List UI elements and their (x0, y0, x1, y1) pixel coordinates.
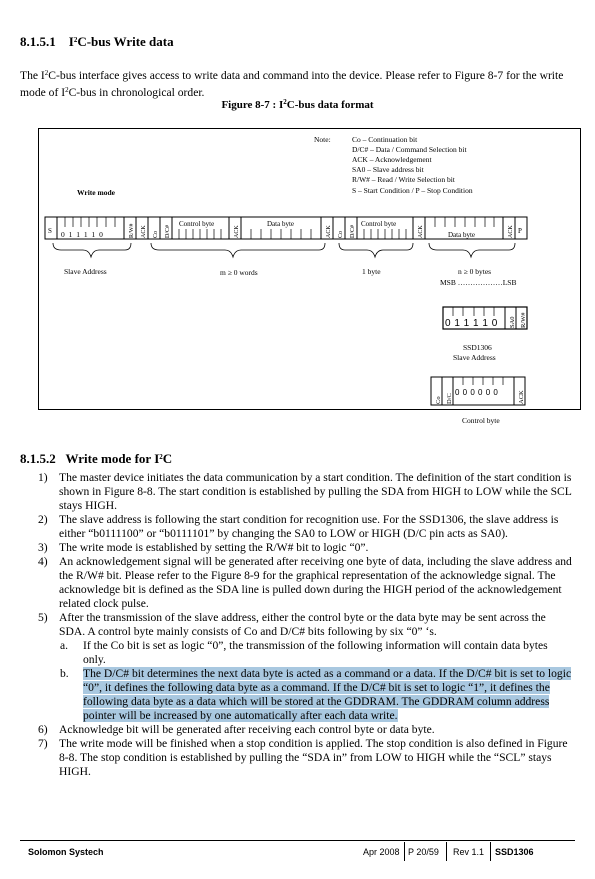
braces (53, 243, 515, 257)
list-item: 6) Acknowledge bit will be generated after receiving each control byte or data byte. (38, 723, 435, 736)
ctrl-ack: ACK (518, 390, 525, 404)
ctrl-dc: D/C (446, 393, 453, 404)
list-item: 4) An acknowledgement signal will be generated after receiving one byte of data, including the slave address and the R/W# bit. Please refer to the Figure 8-9 for the graphical representation of the acknowledge signal. The acknowledge bit is defined as the SDA line is pulled down during the HIGH period of the acknowledgement related clock pulse. (38, 555, 572, 610)
ctrl-co: Co (435, 396, 442, 404)
slave-address-ticks (453, 307, 494, 316)
list-item: 7) The write mode will be finished when a stop condition is applied. The stop condition is also defined in Figure 8-8. The stop condition is established by pulling the “SDA in” from LOW to HIGH while the “SCL” stays HIGH. (38, 737, 568, 778)
frame-s: S (48, 227, 52, 235)
note-line: D/C# – Data / Command Selection bit (352, 145, 467, 154)
note-line: S – Start Condition / P – Stop Condition (352, 186, 473, 195)
frame-data-byte: Data byte (448, 231, 476, 239)
ssd-name: SSD1306 (463, 343, 492, 352)
frame-ack: ACK (326, 225, 332, 238)
footer-rev: Rev 1.1 (453, 847, 485, 857)
ssd-rw: R/W# (520, 312, 527, 328)
msb-lsb-label: MSB ………………LSB (440, 278, 517, 287)
one-byte-label: 1 byte (362, 267, 381, 276)
sub-list-item-highlighted: b. The D/C# bit determines the next data byte is acted as a command or a data. If the D/C# bit is set to logic “0”, it defines the following data byte as a command. If the D/C# bit is set to logic “1”, it defines the following data byte as a data which will be stored at the GDDRAM. The GDDRAM column address pointer will be increased by one automatically after each data write. (60, 667, 572, 722)
frame-control-byte: Control byte (179, 220, 215, 228)
list-item: 3) The write mode is established by setting the R/W# bit to logic “0”. (38, 541, 369, 554)
control-byte-caption: Control byte (462, 416, 500, 425)
frame-dc: D/C# (165, 224, 171, 238)
frame-co: Co (338, 230, 344, 238)
ssd-subtitle: Slave Address (453, 353, 496, 362)
write-mode-label: Write mode (77, 188, 115, 197)
brace-labels (64, 267, 516, 287)
m-words-label: m ≥ 0 words (220, 268, 258, 277)
frame-co: Co (153, 230, 159, 238)
frame-ack: ACK (141, 225, 147, 238)
figure-title: Figure 8-7 : $I^2C$-bus data format (221, 98, 374, 111)
write-mode-list (38, 471, 572, 779)
figure-box (38, 128, 581, 410)
frame-ack: ACK (418, 225, 424, 238)
frame-rw: R/W# (129, 223, 135, 238)
frame-ack: ACK (234, 225, 240, 238)
note-line: Co – Continuation bit (352, 135, 418, 144)
note-line: SA0 – Slave address bit (352, 165, 424, 174)
list-item: 2) The slave address is following the start condition for recognition use. For the SSD1306, the slave address is either “b0111100” or “b0111101” by changing the SA0 to LOW or HIGH (D/C pin acts as SA0). (38, 513, 559, 540)
frame-labels (48, 220, 522, 239)
section-heading-write-mode: 8.1.5.2 Write mode for $I^2C$ (20, 451, 173, 466)
control-byte-ticks (463, 377, 503, 385)
page-footer (20, 840, 575, 861)
note-label: Note: (314, 135, 331, 144)
intro-paragraph: The $I^2C$-bus interface gives access to write data and command into the device. Please refer to Figure 8-7 for the write mode of $I^2C$-bus in chronological order. (20, 69, 564, 99)
frame-dc: D/C# (350, 224, 356, 238)
footer-company: Solomon Systech (28, 847, 104, 857)
frame-addr-bits: 0 1 1 1 1 0 (61, 230, 104, 239)
list-item: 1) The master device initiates the data communication by a start condition. The definition of the start condition is shown in Figure 8-8. The start condition is established by pulling the SDA from HIGH to LOW while the SCL stays HIGH. (38, 471, 572, 512)
footer-page: P 20/59 (408, 847, 439, 857)
ctrl-bits: 0 0 0 0 0 0 (455, 388, 499, 397)
ssd-addr-bits: 0 1 1 1 1 0 (445, 318, 498, 329)
frame-ack: ACK (508, 225, 514, 238)
footer-date: Apr 2008 (363, 847, 400, 857)
list-item: 5) After the transmission of the slave address, either the control byte or the data byte may be sent across the SDA. A control byte mainly consists of Co and D/C# bits following by six “0” ‘s. (38, 611, 546, 638)
frame-control-byte: Control byte (361, 220, 397, 228)
notes-list (352, 135, 473, 195)
footer-part: SSD1306 (495, 847, 534, 857)
i2c-format-diagram (39, 129, 580, 409)
frame-p: P (518, 227, 522, 235)
highlighted-text: The D/C# bit determines the next data byte is acted as a command or a data. If the D/C# bit is set to logic “0”, it defines the following data byte as a command. If the D/C# bit is set to logic “1”, it defines the following data byte as a data which will be stored at the GDDRAM. The GDDRAM column address pointer will be increased by one automatically after each data write. (83, 667, 572, 722)
sub-list-item: a. If the Co bit is set as logic “0”, the transmission of the following information will contain data bytes only. (60, 639, 548, 666)
note-line: R/W# – Read / Write Selection bit (352, 175, 455, 184)
ssd-sa0: SA0 (509, 316, 516, 328)
frame-data-byte: Data byte (267, 220, 295, 228)
n-bytes-label: n ≥ 0 bytes (458, 267, 492, 276)
note-line: ACK – Acknowledgement (352, 155, 432, 164)
slave-address-label: Slave Address (64, 267, 107, 276)
section-heading-write-data: 8.1.5.1 $I^2C$-bus Write data (20, 34, 174, 49)
